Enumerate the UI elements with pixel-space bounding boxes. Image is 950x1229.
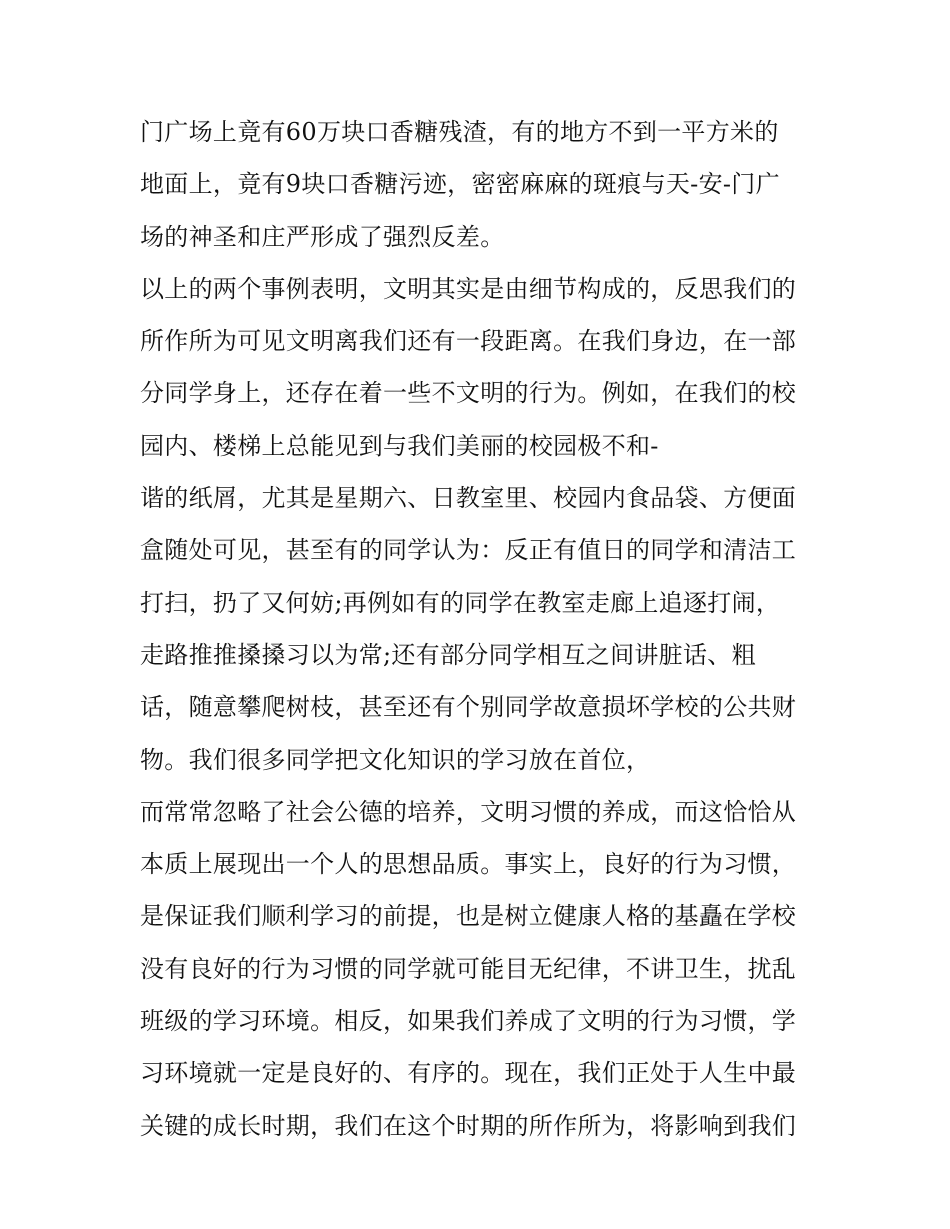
text-line: 所作所为可见文明离我们还有一段距离。在我们身边，在一部	[140, 327, 797, 356]
text-line: 习环境就一定是良好的、有序的。现在，我们正处于人生中最	[140, 1059, 797, 1088]
text-line: 而常常忽略了社会公德的培养，文明习惯的养成，而这恰恰从	[140, 797, 797, 826]
text-line: 没有良好的行为习惯的同学就可能目无纪律，不讲卫生，扰乱	[140, 954, 797, 983]
text-line: 走路推推搡搡习以为常;还有部分同学相互之间讲脏话、粗	[140, 640, 756, 669]
text-line: 谐的纸屑，尤其是星期六、日教室里、校园内食品袋、方便面	[140, 484, 797, 513]
text-line: 是保证我们顺利学习的前提，也是树立健康人格的基矗在学校	[140, 902, 797, 931]
text-line: 关键的成长时期，我们在这个时期的所作所为，将影响到我们	[140, 1111, 797, 1140]
text-line: 场的神圣和庄严形成了强烈反差。	[140, 222, 505, 251]
text-line: 门广场上竟有60万块口香糖残渣，有的地方不到一平方米的	[140, 118, 779, 146]
text-line: 班级的学习环境。相反，如果我们养成了文明的行为习惯，学	[140, 1007, 797, 1036]
text-line: 物。我们很多同学把文化知识的学习放在首位，	[140, 745, 651, 774]
text-line: 打扫，扔了又何妨;再例如有的同学在教室走廊上追逐打闹，	[140, 588, 781, 617]
text-line: 分同学身上，还存在着一些不文明的行为。例如，在我们的校	[140, 379, 797, 408]
text-line: 地面上，竟有9块口香糖污迹，密密麻麻的斑痕与天-安-门广	[140, 170, 780, 199]
text-line: 话，随意攀爬树枝，甚至还有个别同学故意损坏学校的公共财	[140, 693, 797, 722]
text-line: 以上的两个事例表明，文明其实是由细节构成的，反思我们的	[140, 274, 797, 303]
text-line: 本质上展现出一个人的思想品质。事实上，良好的行为习惯，	[140, 850, 797, 879]
document-body	[140, 106, 840, 1152]
text-line: 盒随处可见，甚至有的同学认为：反正有值日的同学和清洁工	[140, 536, 797, 565]
text-line: 园内、楼梯上总能见到与我们美丽的校园极不和-	[140, 431, 659, 460]
